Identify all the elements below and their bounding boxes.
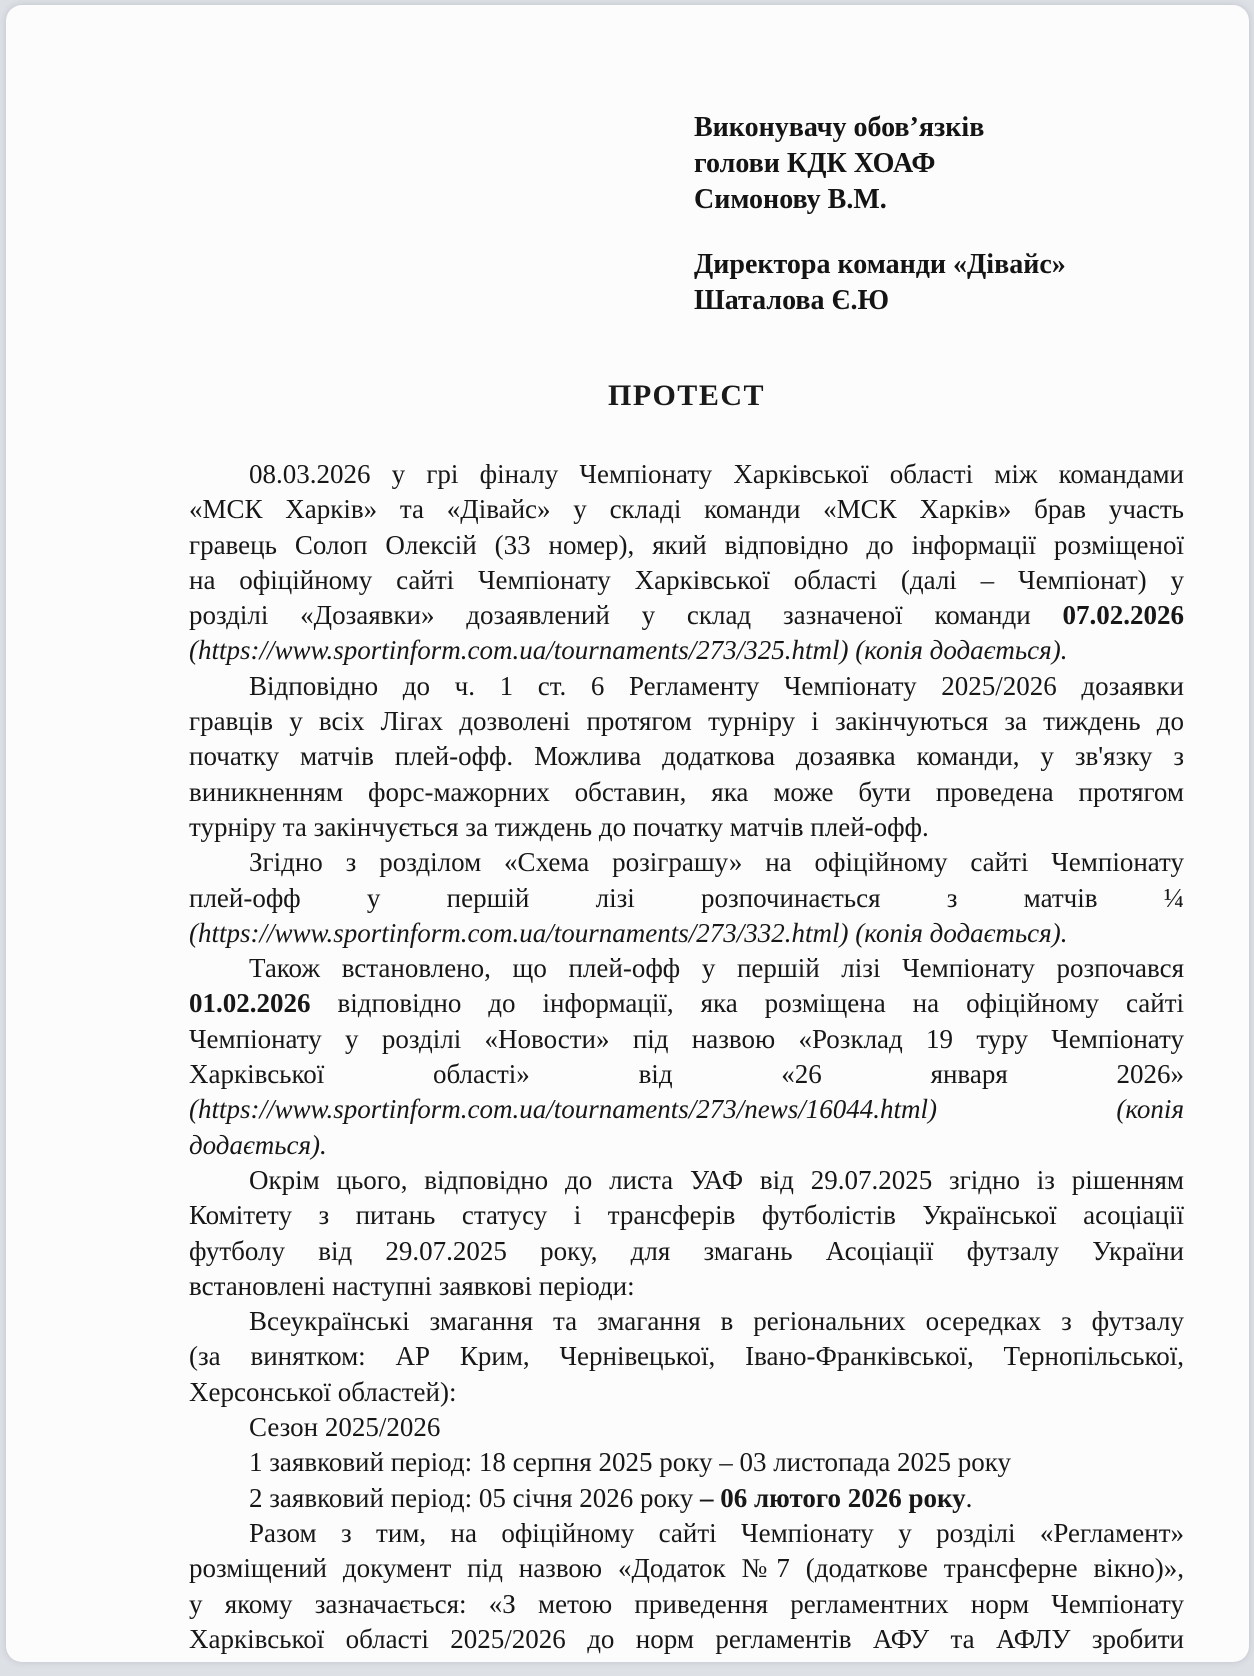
recipient-line: Шаталова Є.Ю <box>694 285 890 316</box>
recipient-line: Виконувачу обов’язків <box>694 112 985 143</box>
body-line: розміщений документ під назвою «Додаток №7 (додаткове трансферне вікно)», <box>189 1553 1184 1584</box>
body-line: Разом з тим, на офіційному сайті Чемпіонату у розділі «Регламент» <box>249 1517 1184 1548</box>
body-line: Харківської області» від «26 января 2026» <box>189 1059 1184 1090</box>
document-page <box>6 5 1249 1662</box>
body-line: Відповідно до ч. 1 ст. 6 Регламенту Чемпіонату 2025/2026 дозаявки <box>249 670 1184 701</box>
body-line: «МСК Харків» та «Дівайс» у складі команди «МСК Харків» брав участь <box>189 494 1184 525</box>
body-line: (https://www.sportinform.com.ua/tournaments/273/325.html) (копія додається). <box>189 635 1068 666</box>
recipient-line: голови КДК ХОАФ <box>694 148 936 179</box>
body-line: 1 заявковий період: 18 серпня 2025 року – 03 листопада 2025 року <box>249 1447 1011 1478</box>
body-line: Окрім цього, відповідно до листа УАФ від 29.07.2025 згідно із рішенням <box>249 1164 1184 1195</box>
body-line: Чемпіонату у розділі «Новости» під назвою «Розклад 19 туру Чемпіонату <box>189 1023 1184 1054</box>
body-line: Комітету з питань статусу і трансферів футболістів Української асоціації <box>189 1200 1184 1231</box>
body-line: (за винятком: АР Крим, Чернівецької, Івано-Франківської, Тернопільської, <box>189 1341 1184 1372</box>
body-line: 01.02.2026 відповідно до інформації, яка розміщена на офіційному сайті <box>189 988 1184 1019</box>
recipient-line: Симонову В.М. <box>694 184 887 215</box>
recipient-addressee-2 <box>694 247 1066 319</box>
recipient-line: Директора команди «Дівайс» <box>694 249 1066 280</box>
document-body <box>189 457 1184 1657</box>
body-line: Харківської області 2025/2026 до норм регламентів АФУ та АФЛУ зробити <box>189 1623 1184 1654</box>
body-line: виникненням форс-мажорних обставин, яка може бути проведена протягом <box>189 776 1184 807</box>
body-line: 2 заявковий період: 05 січня 2026 року – 06 лютого 2026 року. <box>249 1482 973 1513</box>
document-title: ПРОТЕСТ <box>607 379 765 412</box>
body-line: у якому зазначається: «З метою приведення регламентних норм Чемпіонату <box>189 1588 1184 1619</box>
body-line: Сезон 2025/2026 <box>249 1412 441 1443</box>
body-line: Херсонської областей): <box>189 1376 457 1407</box>
body-line: додається). <box>189 1129 327 1160</box>
body-line: Всеукраїнські змагання та змагання в регіональних осередках з футзалу <box>249 1306 1184 1337</box>
body-line: розділі «Дозаявки» дозаявлений у склад зазначеної команди 07.02.2026 <box>189 600 1184 631</box>
body-line: гравець Солоп Олексій (33 номер), який відповідно до інформації розміщеної <box>189 529 1184 560</box>
body-line: турніру та закінчується за тиждень до початку матчів плей-офф. <box>189 811 929 842</box>
body-line: Згідно з розділом «Схема розіграшу» на офіційному сайті Чемпіонату <box>249 847 1184 878</box>
body-line: Також встановлено, що плей-офф у першій лізі Чемпіонату розпочався <box>249 953 1184 984</box>
body-line: 08.03.2026 у грі фіналу Чемпіонату Харківської області між командами <box>249 459 1184 489</box>
body-line: (https://www.sportinform.com.ua/tournaments/273/news/16044.html) (копія <box>189 1094 1184 1125</box>
recipient-block-gap <box>694 218 1066 247</box>
body-line: встановлені наступні заявкові періоди: <box>189 1270 635 1301</box>
recipient-addressee-1 <box>694 110 1066 218</box>
body-line: (https://www.sportinform.com.ua/tournaments/273/332.html) (копія додається). <box>189 917 1068 948</box>
body-line: футболу від 29.07.2025 року, для змагань Асоціації футзалу України <box>189 1235 1184 1266</box>
recipient-block <box>694 110 1066 319</box>
body-line: гравців у всіх Лігах дозволені протягом турніру і закінчуються за тиждень до <box>189 706 1184 737</box>
body-line: на офіційному сайті Чемпіонату Харківської області (далі – Чемпіонат) у <box>189 564 1184 595</box>
body-line: плей-офф у першій лізі розпочинається з матчів ¼ <box>189 882 1184 913</box>
body-line: початку матчів плей-офф. Можлива додаткова дозаявка команди, у зв'язку з <box>189 741 1184 772</box>
